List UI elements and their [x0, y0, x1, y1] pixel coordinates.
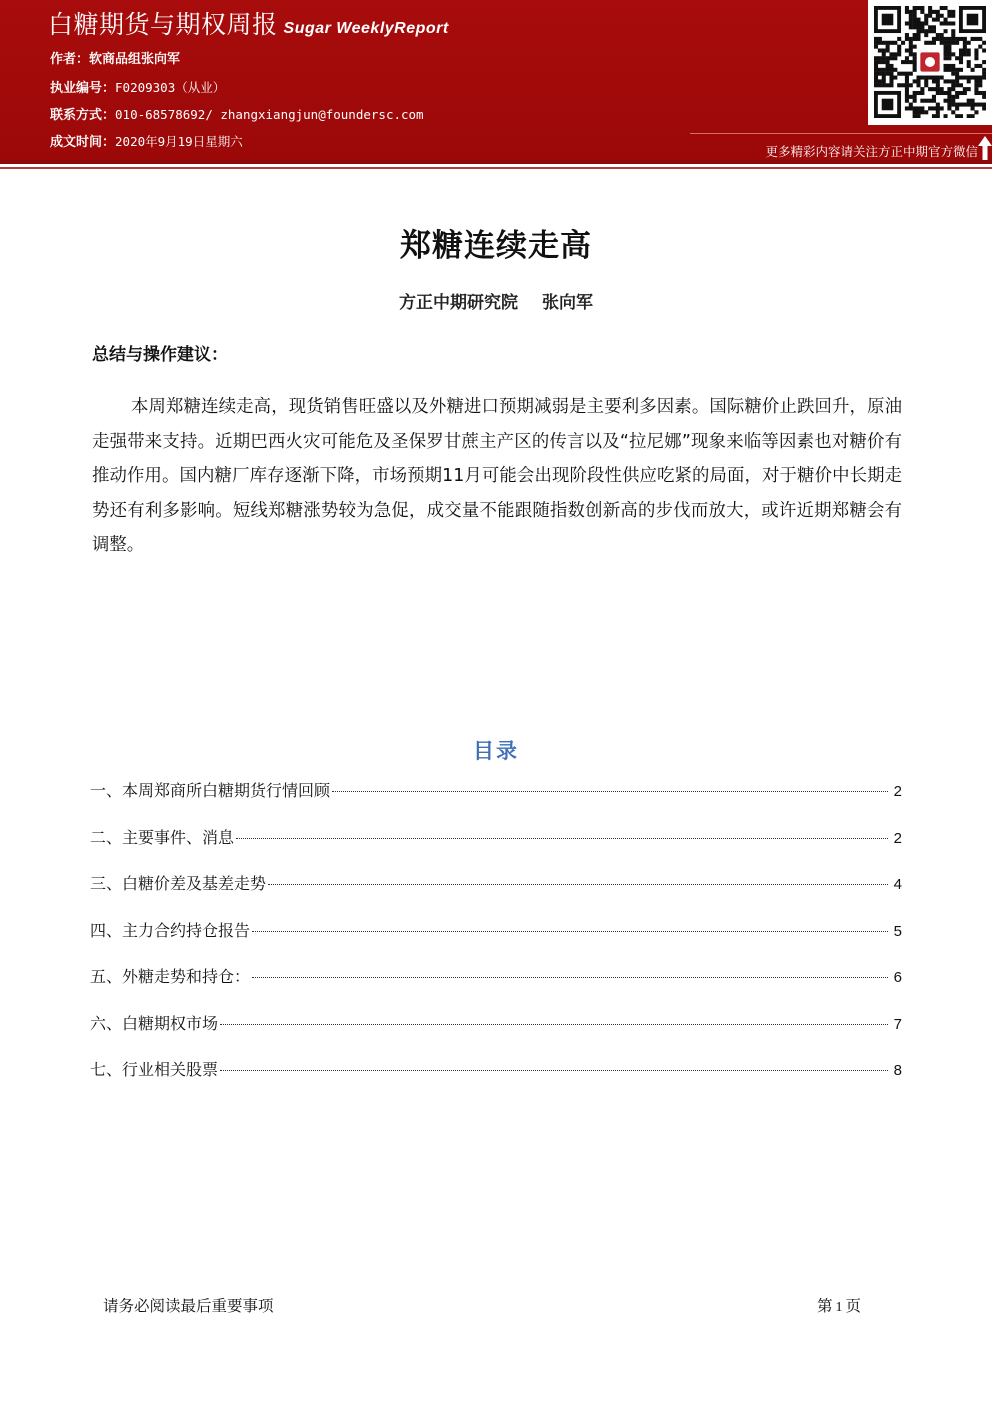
toc-entry[interactable]	[90, 1057, 902, 1104]
license-label: 执业编号：	[50, 81, 116, 96]
author-label: 作者：	[50, 52, 90, 67]
toc-entry-label: 四、主力合约持仓报告	[90, 920, 251, 940]
wechat-qr-code	[868, 0, 992, 125]
footer-notice: 请务必阅读最后重要事项	[103, 1297, 274, 1315]
page-suffix: 页	[845, 1297, 862, 1315]
author-meta	[50, 51, 180, 69]
toc-leader-dots	[268, 884, 888, 885]
header-divider	[0, 160, 992, 164]
toc-entry-label: 六、白糖期权市场	[90, 1013, 219, 1033]
toc-entry-label: 一、本周郑商所白糖期货行情回顾	[90, 781, 331, 800]
toc-leader-dots	[220, 1024, 888, 1025]
header-divider-thin	[0, 167, 992, 169]
report-series-title-en: Sugar WeeklyReport	[283, 20, 449, 37]
toc-leader-dots	[236, 838, 888, 839]
toc-entry-page: 4	[893, 876, 902, 893]
document-title: 郑糖连续走高	[400, 228, 592, 264]
toc-entry-page: 2	[893, 783, 902, 800]
footer-page-indicator	[817, 1294, 861, 1316]
contact-label: 联系方式：	[50, 108, 116, 123]
summary-heading: 总结与操作建议：	[92, 345, 228, 365]
toc-entry[interactable]	[90, 918, 902, 965]
toc-entry[interactable]	[90, 825, 902, 872]
toc-entry-label: 五、外糖走势和持仓：	[90, 967, 251, 986]
toc-entry-label: 三、白糖价差及基差走势	[90, 874, 267, 893]
up-arrow-icon	[978, 136, 992, 160]
license-value: F0209303（从业）	[115, 80, 226, 95]
page-number: 1	[835, 1300, 843, 1315]
table-of-contents	[90, 778, 902, 1104]
author-value: 软商品组张向军	[89, 52, 181, 67]
contact-value: 010-68578692/ zhangxiangjun@foundersc.com	[115, 107, 424, 122]
toc-entry-page: 6	[893, 969, 902, 986]
toc-entry-label: 七、行业相关股票	[90, 1060, 219, 1079]
toc-leader-dots	[252, 977, 888, 978]
toc-entry[interactable]	[90, 964, 902, 1011]
license-meta	[50, 79, 225, 98]
document-author: 方正中期研究院 张向军	[399, 293, 593, 313]
toc-leader-dots	[252, 931, 888, 932]
summary-paragraph: 本周郑糖连续走高，现货销售旺盛以及外糖进口预期减弱是主要利多因素。国际糖价止跌回升，原油走强带来支持。近期巴西火灾可能危及圣保罗甘蔗主产区的传言以及“拉尼娜”现象来临等因素也对糖价有推动作用。国内糖厂库存逐渐下降，市场预期11月可能会出现阶段性供应吃紧的局面，对于糖价中长期走势还有利多影响。短线郑糖涨势较为急促，成交量不能跟随指数创新高的步伐而放大，或许近期郑糖会有调整。	[92, 397, 902, 556]
toc-title: 目录	[473, 739, 519, 763]
contact-meta	[50, 106, 424, 125]
toc-entry-page: 5	[893, 922, 902, 940]
report-series-title	[48, 8, 449, 46]
toc-entry-page: 7	[893, 1015, 902, 1033]
page-prefix: 第	[817, 1297, 833, 1315]
report-header-banner	[0, 0, 992, 160]
qr-code-icon	[874, 6, 986, 118]
toc-entry[interactable]	[90, 778, 902, 825]
toc-entry-label: 二、主要事件、消息	[90, 827, 235, 847]
toc-entry[interactable]	[90, 1011, 902, 1058]
report-series-title-cn: 白糖期货与期权周报	[48, 10, 278, 39]
date-value: 2020年9月19日星期六	[115, 134, 243, 149]
wechat-follow-strip	[690, 133, 992, 161]
date-meta	[50, 133, 243, 152]
toc-entry-page: 8	[893, 1062, 902, 1079]
wechat-follow-text: 更多精彩内容请关注方正中期官方微信	[765, 144, 978, 159]
date-label: 成文时间：	[50, 135, 116, 150]
toc-entry-page: 2	[893, 829, 902, 847]
toc-leader-dots	[332, 791, 888, 792]
toc-entry[interactable]	[90, 871, 902, 918]
toc-leader-dots	[220, 1070, 888, 1071]
